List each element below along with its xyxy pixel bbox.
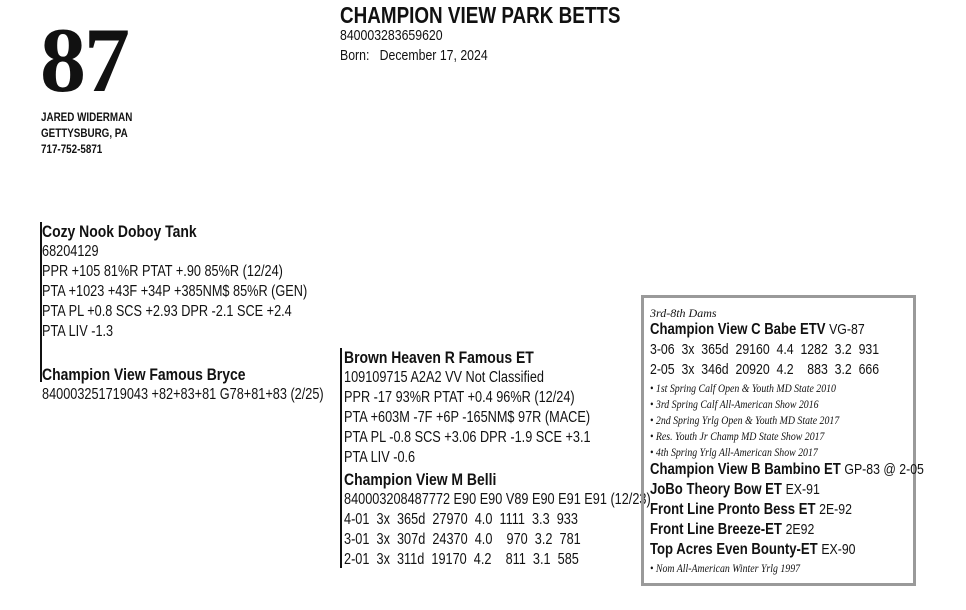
dam-line: 840003251719043 +82+83+81 G78+81+83 (2/25) <box>42 386 324 403</box>
dam-sire-line: PTA PL -0.8 SCS +3.06 DPR -1.9 SCE +3.1 <box>344 429 591 446</box>
dam-sire-name: Brown Heaven R Famous ET <box>344 348 534 367</box>
dam-entry: Champion View B Bambino ET GP-83 @ 2-05 <box>650 461 924 478</box>
granddam-record: 4-01 3x 365d 27970 4.0 1111 3.3 933 <box>344 511 578 528</box>
dam-note: • 4th Spring Yrlg All-American Show 2017 <box>650 445 818 459</box>
sire-line: PTA +1023 +43F +34P +385NM$ 85%R (GEN) <box>42 283 308 300</box>
dam-note: • Nom All-American Winter Yrlg 1997 <box>650 561 801 575</box>
dam-sire-bracket <box>340 348 342 568</box>
dam-entry: Top Acres Even Bounty-ET EX-90 <box>650 541 856 558</box>
dam-entry: Front Line Pronto Bess ET 2E-92 <box>650 501 852 518</box>
animal-name: CHAMPION VIEW PARK BETTS <box>340 2 621 28</box>
dam-sire-line: PTA LIV -0.6 <box>344 449 416 466</box>
dam-note: • 1st Spring Calf Open & Youth MD State 2010 <box>650 381 836 395</box>
dams-box <box>641 295 924 586</box>
sire-line: PTA PL +0.8 SCS +2.93 DPR -2.1 SCE +2.4 <box>42 303 292 320</box>
dam-note: • 3rd Spring Calf All-American Show 2016 <box>650 397 819 411</box>
consignor-name: JARED WIDERMAN <box>41 110 133 124</box>
consignor-location: GETTYSBURG, PA <box>41 126 128 140</box>
birth-date: Born: December 17, 2024 <box>340 47 488 64</box>
dam-name: Champion View Famous Bryce <box>42 365 246 384</box>
dam-block <box>42 365 385 405</box>
sire-name: Cozy Nook Doboy Tank <box>42 222 197 241</box>
lot-number: 87 <box>40 9 128 111</box>
dam-entry: Front Line Breeze-ET 2E92 <box>650 521 815 538</box>
dam-sire-line: PTA +603M -7F +6P -165NM$ 97R (MACE) <box>344 409 591 426</box>
dam-entry: Champion View C Babe ETV VG-87 <box>650 321 865 338</box>
dam-record: 2-05 3x 346d 20920 4.2 883 3.2 666 <box>650 361 880 378</box>
granddam-name: Champion View M Belli <box>344 470 497 489</box>
animal-id: 840003283659620 <box>340 27 443 44</box>
granddam-line: 840003208487772 E90 E90 V89 E90 E91 E91 (12/23) <box>344 491 651 508</box>
dam-record: 3-06 3x 365d 29160 4.4 1282 3.2 931 <box>650 341 880 358</box>
dam-sire-line: PPR -17 93%R PTAT +0.4 96%R (12/24) <box>344 389 575 406</box>
dam-note: • Res. Youth Jr Champ MD State Show 2017 <box>650 429 825 443</box>
sire-line: 68204129 <box>42 243 99 260</box>
dam-note: • 2nd Spring Yrlg Open & Youth MD State 2017 <box>650 413 840 427</box>
granddam-record: 2-01 3x 311d 19170 4.2 811 3.1 585 <box>344 551 579 568</box>
granddam-record: 3-01 3x 307d 24370 4.0 970 3.2 781 <box>344 531 581 548</box>
consignor-phone: 717-752-5871 <box>41 142 103 156</box>
dam-entry: JoBo Theory Bow ET EX-91 <box>650 481 820 498</box>
sire-line: PPR +105 81%R PTAT +.90 85%R (12/24) <box>42 263 283 280</box>
dams-box-content <box>650 306 924 576</box>
sire-block <box>42 222 365 342</box>
dam-sire-line: 109109715 A2A2 VV Not Classified <box>344 369 544 386</box>
dams-heading: 3rd-8th Dams <box>650 306 717 320</box>
sire-line: PTA LIV -1.3 <box>42 323 114 340</box>
dam-sire-block <box>344 348 645 468</box>
